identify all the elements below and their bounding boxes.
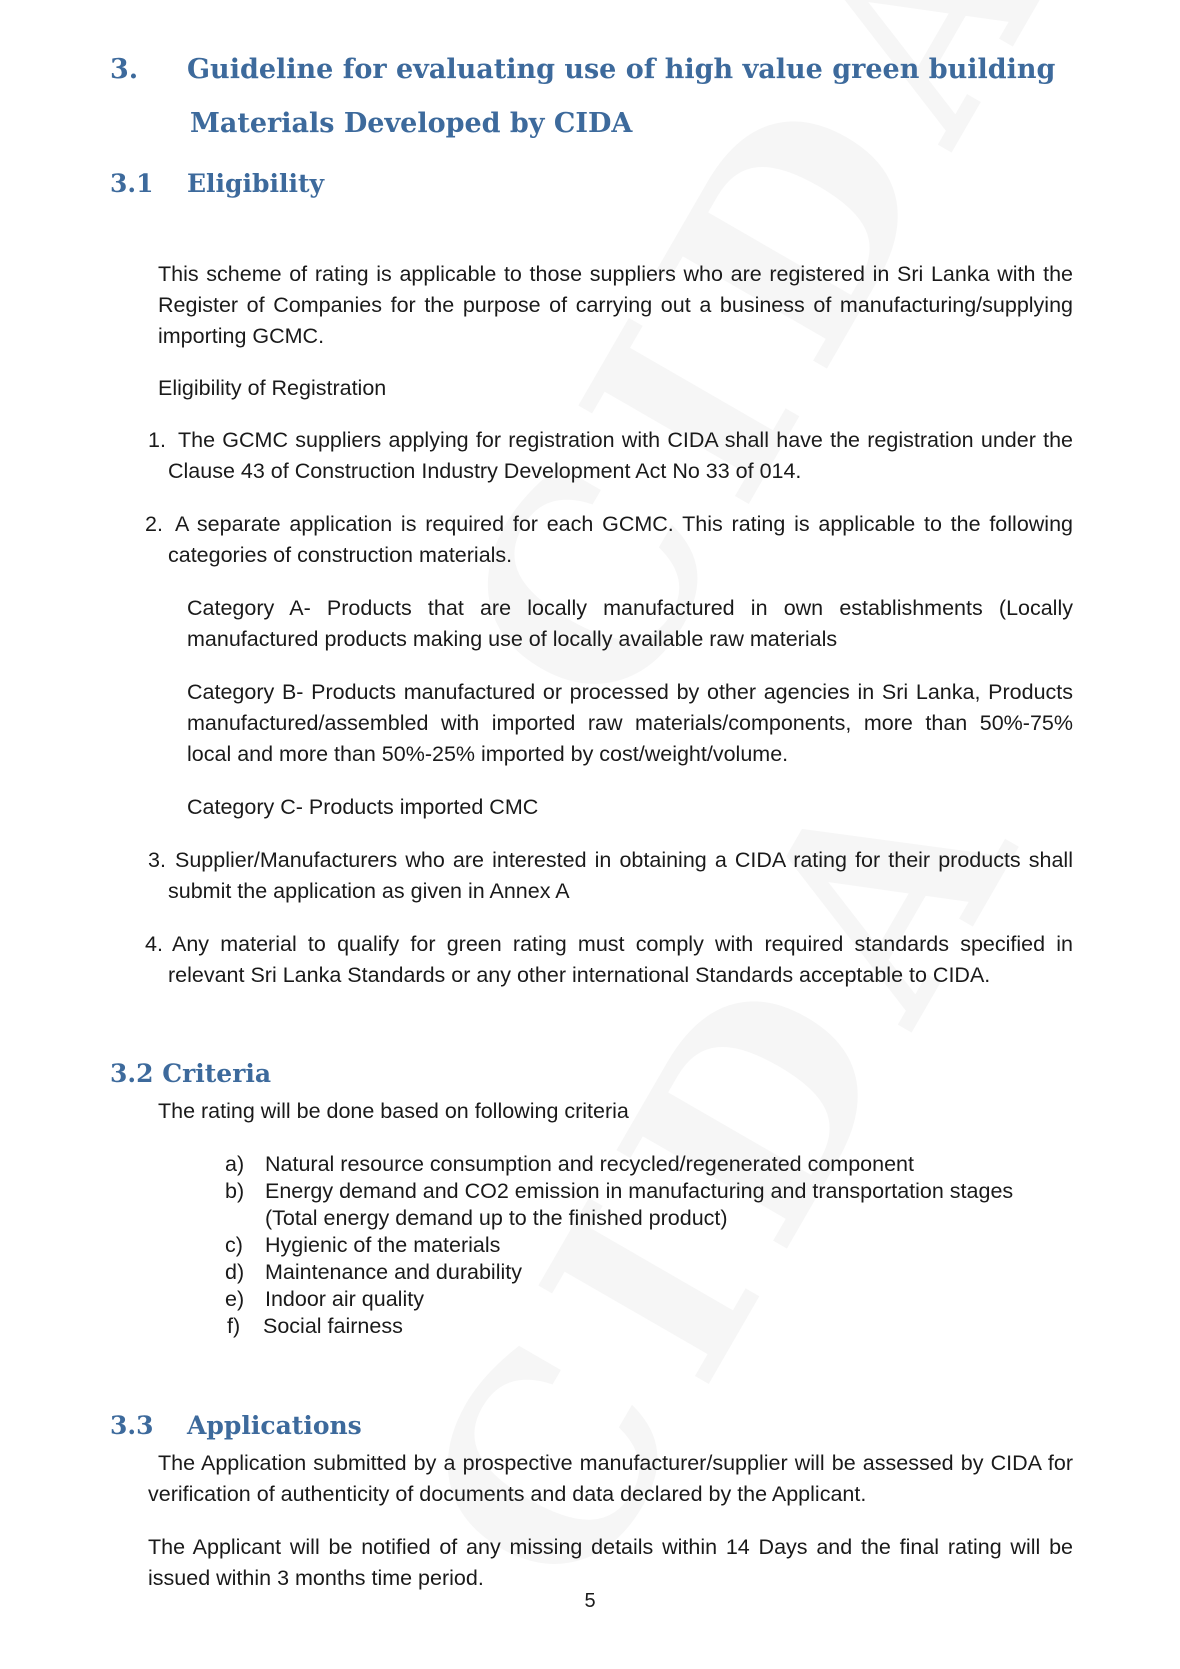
criteria-text: Indoor air quality — [265, 1287, 424, 1311]
criteria-text: Social fairness — [263, 1314, 403, 1338]
list-number: 1. — [148, 428, 166, 452]
category-b: Category B- Products manufactured or processed by other agencies in Sri Lanka, Products manufactured/assembled with imported raw materials/components, more than 50%-75% local and more than 50%-25% imported by cost/weight/volume. — [187, 680, 1073, 766]
list-number: 2. — [145, 512, 163, 536]
list-item: A separate application is required for each GCMC. This rating is applicable to the following categories of construction materials. — [168, 512, 1073, 567]
criteria-letter: d) — [225, 1260, 245, 1284]
applications-para2: The Applicant will be notified of any missing details within 14 Days and the final rating will be issued within 3 months time period. — [148, 1535, 1073, 1590]
applications-para1: The Application submitted by a prospective manufacturer/supplier will be assessed by CIDA for verification of authenticity of documents and data declared by the Applicant. — [148, 1451, 1073, 1506]
criteria-letter: b) — [225, 1179, 245, 1203]
eligibility-intro: This scheme of rating is applicable to those suppliers who are registered in Sri Lanka with the Register of Companies for the purpose of carrying out a business of manufacturing/supplying importing GCMC. — [158, 262, 1073, 348]
criteria-intro: The rating will be done based on following criteria — [158, 1099, 629, 1123]
category-c: Category C- Products imported CMC — [187, 795, 539, 819]
section-title-line1: Guideline for evaluating use of high value green building — [187, 54, 1056, 85]
list-item: Any material to qualify for green rating must comply with required standards specified in relevant Sri Lanka Standards or any other international Standards acceptable to CIDA. — [168, 932, 1073, 987]
eligibility-subheading: Eligibility of Registration — [158, 376, 387, 400]
criteria-heading: 3.2 Criteria — [110, 1059, 272, 1088]
criteria-text: Energy demand and CO2 emission in manufacturing and transportation stages — [265, 1179, 1014, 1203]
criteria-text: Natural resource consumption and recycled/regenerated component — [265, 1152, 914, 1176]
subsection-number: 3.3 — [110, 1411, 154, 1440]
subsection-number: 3.1 — [110, 169, 154, 198]
criteria-text: Maintenance and durability — [265, 1260, 522, 1284]
criteria-letter: c) — [225, 1233, 243, 1257]
list-number: 4. — [145, 932, 163, 956]
criteria-text: (Total energy demand up to the finished product) — [265, 1206, 728, 1230]
section-number: 3. — [110, 54, 139, 85]
criteria-text: Hygienic of the materials — [265, 1233, 501, 1257]
criteria-letter: e) — [225, 1287, 245, 1311]
subsection-title: Eligibility — [187, 169, 325, 198]
category-a: Category A- Products that are locally manufactured in own establishments (Locally manufactured products making use of locally available raw materials — [187, 596, 1073, 651]
criteria-letter: f) — [227, 1314, 241, 1338]
list-item: Supplier/Manufacturers who are interested in obtaining a CIDA rating for their products shall submit the application as given in Annex A — [168, 848, 1073, 903]
subsection-title: Applications — [187, 1411, 362, 1440]
list-number: 3. — [148, 848, 166, 872]
page-number: 5 — [584, 1590, 596, 1612]
section-title-line2: Materials Developed by CIDA — [190, 108, 633, 139]
list-item: The GCMC suppliers applying for registration with CIDA shall have the registration under the Clause 43 of Construction Industry Development Act No 33 of 014. — [168, 428, 1073, 483]
criteria-letter: a) — [225, 1152, 245, 1176]
